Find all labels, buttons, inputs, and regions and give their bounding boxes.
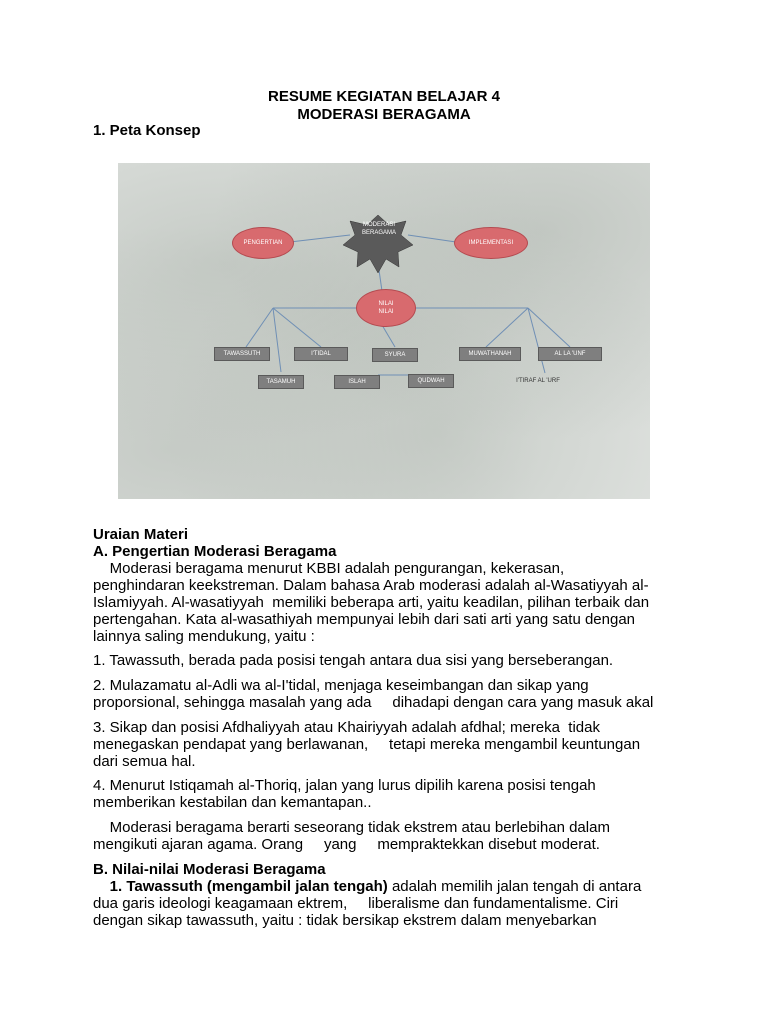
summary-line: Moderasi beragama berarti seseorang tidak ekstrem atau berlebihan dalam [93,819,610,836]
node-moderasi-beragama [354,221,404,237]
node-itidal [294,347,348,361]
b1-first-line [93,878,693,895]
node-syura-label: SYURA [384,352,406,358]
point-1-line: 1. Tawassuth, berada pada posisi tengah antara dua sisi yang berseberangan. [93,652,614,669]
point-3-line: 3. Sikap dan posisi Afdhaliyyah atau Khairiyyah adalah afdhal; mereka tidak [93,719,600,736]
b1-rest: adalah memilih jalan tengah di antara [387,878,642,895]
node-muwathanah [459,347,521,361]
paragraph-b1 [93,878,693,929]
node-islah-label: ISLAH [348,379,366,385]
concept-map-lines [118,163,650,499]
summary-line: mengikuti ajaran agama. Orang yang mempraktekkan disebut moderat. [93,836,600,853]
node-moderasi-line1: MODERASI [362,222,395,228]
node-implementasi-label: IMPLEMENTASI [468,240,514,246]
node-nilai-nilai [356,289,416,327]
node-itiraf-al-urf [504,374,572,388]
heading-uraian-materi: Uraian Materi [93,526,189,543]
node-muwathanah-label: MUWATHANAH [468,351,512,357]
node-moderasi-line2: BERAGAMA [361,230,396,236]
node-itiraf-label: I'TIRAF AL 'URF [516,378,560,384]
node-pengertian-label: PENGERTIAN [243,240,283,246]
page-title-line1: RESUME KEGIATAN BELAJAR 4 [268,88,500,105]
node-tawassuth [214,347,270,361]
point-4 [93,777,693,811]
node-itidal-label: I'TIDAL [311,351,331,357]
node-al-la-unf-label: AL LA 'UNF [554,351,586,357]
point-1 [93,652,693,669]
node-qudwah-label: QUDWAH [417,378,445,384]
point-2-line: 2. Mulazamatu al-Adli wa al-I'tidal, menjaga keseimbangan dan sikap yang [93,677,589,694]
paragraph-summary [93,819,693,853]
b1-bold-term: 1. Tawassuth (mengambil jalan tengah) [109,878,388,895]
b1-line: dengan sikap tawassuth, yaitu : tidak bersikap ekstrem dalam menyebarkan [93,912,597,929]
point-4-line: memberikan kestabilan dan kemantapan.. [93,794,372,811]
intro-line: Islamiyyah. Al-wasatiyyah memiliki beberapa arti, yaitu keadilan, pilihan terbaik dan [93,594,650,611]
section-peta-konsep: 1. Peta Konsep [93,122,201,139]
node-islah [334,375,380,389]
concept-map [118,163,650,499]
node-tasamuh [258,375,304,389]
node-tawassuth-label: TAWASSUTH [223,351,261,357]
heading-section-b: B. Nilai-nilai Moderasi Beragama [93,861,326,878]
b1-line: dua garis ideologi keagamaan ektrem, liberalisme dan fundamentalisme. Ciri [93,895,619,912]
point-3-line: menegaskan pendapat yang berlawanan, tetapi mereka mengambil keuntungan [93,736,641,753]
intro-line: lainnya saling mendukung, yaitu : [93,628,315,645]
node-qudwah [408,374,454,388]
point-3-line: dari semua hal. [93,753,196,770]
intro-line: pertengahan. Kata al-wasathiyah mempunyai lebih dari sati arti yang satu dengan [93,611,636,628]
heading-section-a: A. Pengertian Moderasi Beragama [93,543,337,560]
node-al-la-unf [538,347,602,361]
node-syura [372,348,418,362]
intro-line: penghindaran keekstreman. Dalam bahasa Arab moderasi adalah al-Wasatiyyah al- [93,577,649,594]
node-implementasi [454,227,528,259]
page-title-line2: MODERASI BERAGAMA [297,106,471,123]
paragraph-intro [93,560,693,645]
node-nilai-line2: NILAI [378,309,394,315]
point-2-line: proporsional, sehingga masalah yang ada dihadapi dengan cara yang masuk akal [93,694,654,711]
point-3 [93,719,693,770]
point-2 [93,677,693,711]
node-nilai-line1: NILAI [378,301,394,307]
node-tasamuh-label: TASAMUH [266,379,296,385]
node-pengertian [232,227,294,259]
point-4-line: 4. Menurut Istiqamah al-Thoriq, jalan yang lurus dipilih karena posisi tengah [93,777,596,794]
intro-line: Moderasi beragama menurut KBBI adalah pengurangan, kekerasan, [93,560,565,577]
